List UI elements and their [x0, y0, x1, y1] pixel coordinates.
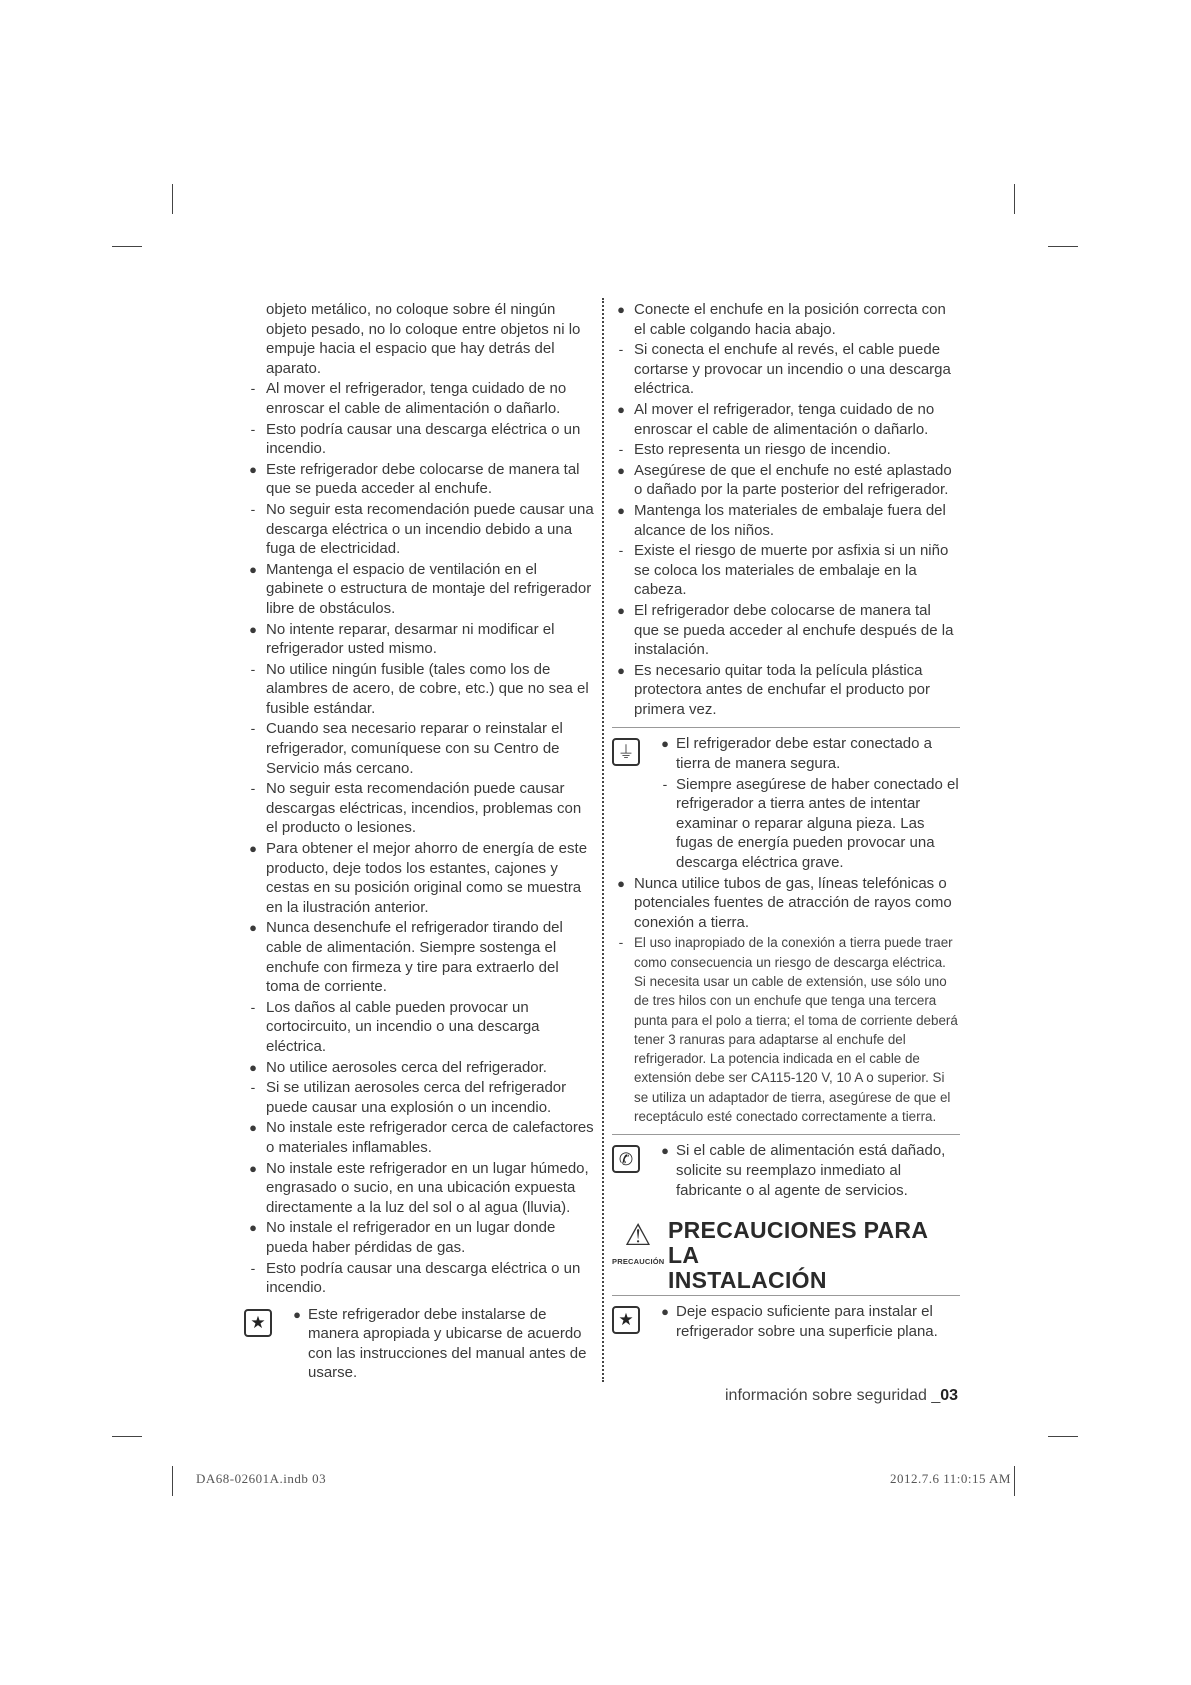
list-item — [244, 1118, 594, 1157]
list-item — [612, 501, 960, 540]
list-item — [244, 1218, 594, 1257]
right-column — [612, 300, 960, 1342]
crop-mark — [172, 1466, 173, 1496]
bullet-marker: ● — [249, 621, 257, 637]
note-item — [656, 734, 960, 773]
dash-marker: - — [662, 775, 668, 792]
separator — [612, 1295, 960, 1296]
list-item-text: Este refrigerador debe colocarse de manera tal que se pueda acceder al enchufe. — [266, 460, 580, 498]
list-item — [244, 1159, 594, 1218]
list-item — [612, 933, 960, 1126]
section-title-line2: INSTALACIÓN — [668, 1267, 827, 1294]
list-item — [612, 461, 960, 500]
bullet-marker: ● — [249, 1120, 257, 1136]
bullet-marker: ● — [617, 401, 625, 417]
list-item-text: Cuando sea necesario reparar o reinstalar el refrigerador, comuníquese con su Centro de Servicio más cercano. — [266, 720, 563, 777]
page-footer — [725, 1387, 958, 1405]
crop-mark — [172, 184, 173, 214]
list-item — [612, 440, 960, 460]
bullet-marker: ● — [661, 736, 669, 752]
crop-mark — [1048, 246, 1078, 247]
bullet-marker: ● — [249, 561, 257, 577]
list-item — [244, 460, 594, 499]
list-item — [244, 918, 594, 996]
list-item — [244, 779, 594, 838]
list-item — [244, 660, 594, 719]
list-item — [612, 541, 960, 600]
bullet-marker: ● — [249, 1220, 257, 1236]
bullet-marker: ● — [617, 662, 625, 678]
list-item-text: No seguir esta recomendación puede causar descargas eléctricas, incendios, problemas con el producto o lesiones. — [266, 780, 582, 837]
dash-marker: - — [618, 341, 624, 358]
service-note — [612, 1141, 960, 1200]
note-text: Este refrigerador debe instalarse de manera apropiada y ubicarse de acuerdo con las instrucciones del manual antes de usarse. — [308, 1305, 587, 1382]
crop-mark — [112, 246, 142, 247]
list-item-text: No instale el refrigerador en un lugar donde pueda haber pérdidas de gas. — [266, 1219, 556, 1256]
list-item-text: Si se utilizan aerosoles cerca del refrigerador puede causar una explosión o un incendio. — [266, 1079, 567, 1116]
crop-mark — [112, 1436, 142, 1437]
list-item-text: Es necesario quitar toda la película plástica protectora antes de enchufar el producto por primera vez. — [634, 661, 931, 718]
list-item-text: El uso inapropiado de la conexión a tierra puede traer como consecuencia un riesgo de descarga eléctrica. Si necesita usar un cable de extensión, use sólo uno de tres hilos con un enchufe que tenga una tercera punta para el polo a tierra; el toma de corriente deberá tener 3 ranuras para adaptarse al enchufe del refrigerador. La potencia indicada en el cable de extensión debe ser CA115-120 V, 10 A o superior. Si se utiliza un adaptador de tierra, asegúrese de que el receptáculo esté conectado correctamente a tierra. — [634, 935, 958, 1125]
list-item-text: Nunca desenchufe el refrigerador tirando del cable de alimentación. Siempre sostenga el enchufe con firmeza y tire para extraerlo del toma de corriente. — [266, 919, 563, 996]
bullet-marker: ● — [249, 920, 257, 936]
warning-label: PRECAUCIÓN — [612, 1257, 665, 1267]
bullet-marker: ● — [617, 502, 625, 518]
list-item-text: Esto podría causar una descarga eléctrica o un incendio. — [266, 420, 581, 458]
bullet-marker: ● — [661, 1143, 669, 1159]
note-text: Siempre asegúrese de haber conectado el refrigerador a tierra antes de intentar examinar o reparar alguna pieza. Las fugas de energía pueden provocar una descarga eléctrica grave. — [676, 775, 959, 872]
list-item-text: No intente reparar, desarmar ni modificar el refrigerador usted mismo. — [266, 620, 555, 658]
list-item-text: Para obtener el mejor ahorro de energía de este producto, deje todos los estantes, cajones y cestas en su posición original como se muestra en la ilustración anterior. — [266, 840, 588, 916]
dash-marker: - — [250, 998, 256, 1015]
ground-plug-icon: ⏚ — [612, 738, 640, 766]
dash-marker: - — [618, 542, 624, 559]
bullet-marker: ● — [249, 1160, 257, 1176]
star-note-icon: ★ — [612, 1306, 640, 1334]
list-item — [244, 998, 594, 1057]
list-item — [244, 839, 594, 917]
list-item-text: Nunca utilice tubos de gas, líneas telefónicas o potenciales fuentes de atracción de rayos como conexión a tierra. — [634, 874, 952, 931]
list-item — [244, 420, 594, 459]
dash-marker: - — [250, 780, 256, 797]
right-list — [612, 300, 960, 719]
note-item — [656, 1302, 960, 1341]
list-item — [244, 1058, 594, 1078]
list-item-text: No utilice ningún fusible (tales como los de alambres de acero, de cobre, etc.) que no sea el fusible estándar. — [266, 660, 589, 717]
list-item-text: Al mover el refrigerador, tenga cuidado de no enroscar el cable de alimentación o dañarlo. — [634, 400, 935, 438]
page-number: 03 — [940, 1387, 959, 1404]
crop-mark — [1048, 1436, 1078, 1437]
note-item — [288, 1305, 594, 1383]
dash-marker: - — [250, 1259, 256, 1276]
list-item — [612, 601, 960, 660]
dash-marker: - — [250, 500, 256, 517]
right-list-2 — [612, 874, 960, 1127]
list-item — [612, 400, 960, 439]
bullet-marker: ● — [617, 462, 625, 478]
note-text: Si el cable de alimentación está dañado, solicite su reemplazo inmediato al fabricante o al agente de servicios. — [676, 1142, 946, 1199]
list-item — [244, 1078, 594, 1117]
separator — [612, 727, 960, 728]
section-title-line1: PRECAUCIONES PARA LA — [668, 1217, 928, 1269]
note-text: El refrigerador debe estar conectado a tierra de manera segura. — [676, 735, 932, 773]
crop-mark — [1014, 1466, 1015, 1496]
list-item-text: Asegúrese de que el enchufe no esté aplastado o dañado por la parte posterior del refrigerador. — [634, 461, 952, 499]
print-slug-stamp: 2012.7.6 11:0:15 AM — [890, 1471, 1011, 1486]
left-list — [244, 300, 594, 1298]
list-item — [612, 300, 960, 339]
ground-note — [612, 734, 960, 872]
list-item — [244, 379, 594, 418]
warning-triangle-icon: ⚠ — [624, 1219, 652, 1253]
list-item-text: Esto podría causar una descarga eléctrica o un incendio. — [266, 1259, 581, 1297]
bullet-marker: ● — [249, 841, 257, 857]
footer-label: información sobre seguridad _ — [725, 1387, 941, 1404]
list-item-text: Esto representa un riesgo de incendio. — [634, 441, 891, 459]
note-item — [656, 1141, 960, 1200]
list-item: objeto metálico, no coloque sobre él ningún objeto pesado, no lo coloque entre objetos ni lo empuje hacia el espacio que hay detrás del aparato. — [266, 301, 581, 377]
install-note — [612, 1302, 960, 1341]
note-item — [656, 775, 960, 873]
section-heading — [612, 1218, 960, 1293]
list-item-text: Conecte el enchufe en la posición correcta con el cable colgando hacia abajo. — [634, 301, 946, 338]
list-item-text: No utilice aerosoles cerca del refrigerador. — [266, 1058, 547, 1076]
dash-marker: - — [250, 660, 256, 677]
separator — [612, 1134, 960, 1135]
list-item — [244, 1259, 594, 1298]
bullet-marker: ● — [617, 875, 625, 891]
list-item-text: Al mover el refrigerador, tenga cuidado de no enroscar el cable de alimentación o dañarlo. — [266, 380, 567, 417]
star-note-icon: ★ — [244, 1309, 272, 1337]
list-item — [612, 874, 960, 933]
list-item — [244, 500, 594, 559]
bullet-marker: ● — [617, 302, 625, 317]
bullet-marker: ● — [249, 1059, 257, 1075]
phone-service-icon: ✆ — [612, 1145, 640, 1173]
list-item — [612, 661, 960, 720]
column-divider — [602, 298, 604, 1382]
dash-marker: - — [250, 420, 256, 437]
dash-marker: - — [250, 380, 256, 397]
list-item — [612, 340, 960, 399]
list-item-text: Si conecta el enchufe al revés, el cable puede cortarse y provocar un incendio o una descarga eléctrica. — [634, 341, 951, 398]
list-item-text: No instale este refrigerador en un lugar húmedo, engrasado o sucio, en una ubicación expuesta directamente a la luz del sol o al agua (lluvia). — [266, 1159, 589, 1216]
list-item-text: No instale este refrigerador cerca de calefactores o materiales inflamables. — [266, 1119, 594, 1156]
list-item-text: No seguir esta recomendación puede causar una descarga eléctrica o un incendio debido a una fuga de electricidad. — [266, 500, 594, 558]
left-column — [244, 300, 594, 1384]
bullet-marker: ● — [249, 461, 257, 477]
note-text: Deje espacio suficiente para instalar el refrigerador sobre una superficie plana. — [676, 1303, 938, 1340]
print-slug-file: DA68-02601A.indb 03 — [196, 1471, 327, 1486]
list-item — [244, 560, 594, 619]
list-item-text: Los daños al cable pueden provocar un cortocircuito, un incendio o una descarga eléctrica. — [266, 998, 540, 1055]
list-item-text: Existe el riesgo de muerte por asfixia si un niño se coloca los materiales de embalaje en la cabeza. — [634, 542, 949, 599]
dash-marker: - — [250, 1079, 256, 1096]
bullet-marker: ● — [661, 1304, 669, 1320]
bullet-marker: ● — [293, 1306, 301, 1322]
dash-marker: - — [250, 720, 256, 737]
list-item-text: Mantenga los materiales de embalaje fuera del alcance de los niños. — [634, 501, 946, 539]
list-item-text: Mantenga el espacio de ventilación en el gabinete o estructura de montaje del refrigerador libre de obstáculos. — [266, 560, 592, 617]
list-item — [244, 620, 594, 659]
bullet-marker: ● — [617, 602, 625, 618]
left-note — [244, 1305, 594, 1383]
dash-marker: - — [618, 934, 624, 951]
crop-mark — [1014, 184, 1015, 214]
list-item — [244, 719, 594, 778]
dash-marker: - — [618, 441, 624, 458]
list-item-text: El refrigerador debe colocarse de manera tal que se pueda acceder al enchufe después de la instalación. — [634, 601, 954, 659]
